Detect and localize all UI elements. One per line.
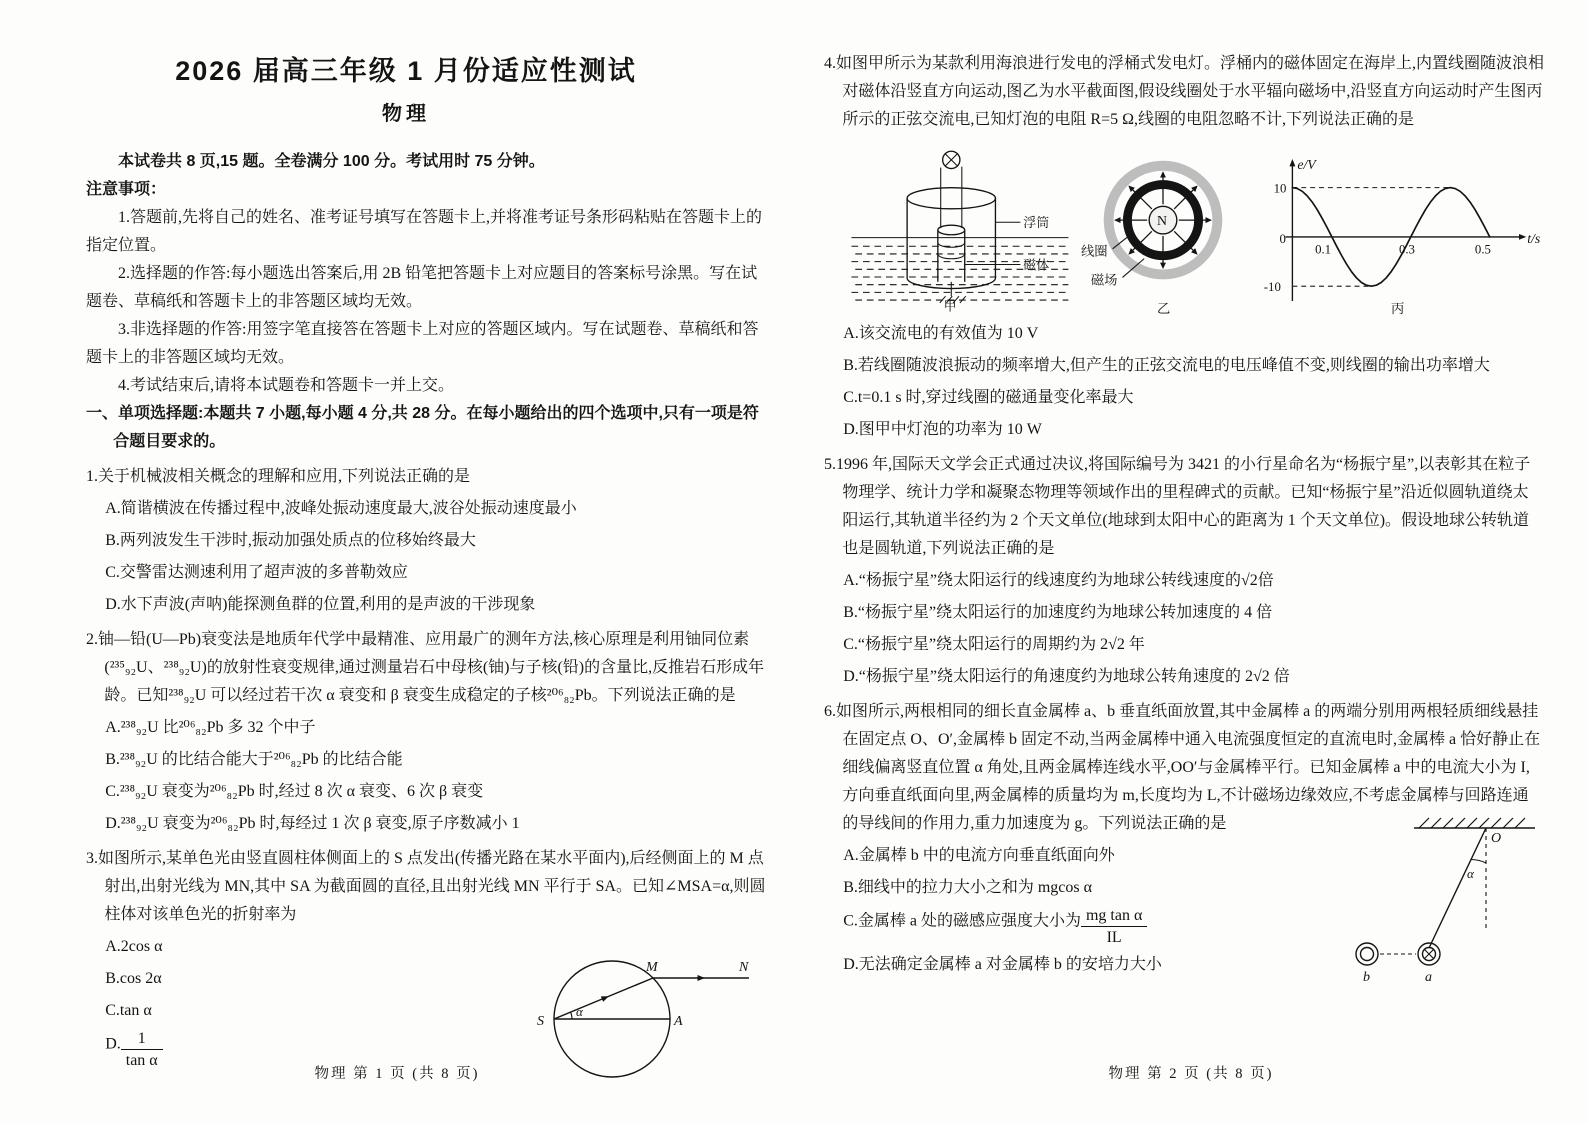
y-axis-label: e/V	[1297, 156, 1316, 172]
fraction-numerator: mg tan α	[1081, 906, 1147, 927]
question-4-stem: 4.如图甲所示为某款利用海浪进行发电的浮桶式发电灯。浮桶内的磁体固定在海岸上,内置线圈随波浪相对磁体沿竖直方向运动,图乙为水平截面图,假设线圈处于水平辐向磁场中,沿竖直方向运动时产生图丙所示的正弦交流电,已知灯泡的电阻 R=5 Ω,线圈的电阻忽略不计,下列说法正确的是	[824, 55, 1545, 128]
question-6-option-a: A.金属棒 b 中的电流方向垂直纸面向外	[843, 847, 1115, 864]
option-c-label: C.金属棒 a 处的磁感应强度大小为	[843, 912, 1081, 930]
question-3-option-b: B.cos 2α	[105, 970, 162, 988]
question-4-figures	[838, 142, 1544, 316]
question-2-option-d: D.²³⁸₉₂U 衰变为²⁰⁶₈₂Pb 时,每经过 1 次 β 衰变,原子序数减小 1	[105, 815, 520, 833]
question-2	[86, 626, 766, 838]
page-1-footer: 物理 第 1 页 (共 8 页)	[314, 1065, 480, 1082]
question-1-option-c: C.交警雷达测速利用了超声波的多普勒效应	[105, 564, 408, 582]
fraction	[1081, 906, 1147, 947]
rod-a-current-in	[1418, 943, 1440, 965]
fraction-denominator: tan α	[125, 1052, 158, 1070]
question-5-option-a: A.“杨振宁星”绕太阳运行的线速度约为地球公转线速度的√2倍	[843, 572, 1274, 589]
label-alpha: α	[1467, 866, 1474, 881]
question-1-option-d: D.水下声波(声呐)能探测鱼群的位置,利用的是声波的干涉现象	[105, 596, 536, 614]
label-alpha: α	[576, 1004, 583, 1020]
fraction-numerator: 1	[121, 1029, 163, 1050]
question-4-option-a: A.该交流电的有效值为 10 V	[843, 325, 1039, 342]
label-float-barrel: 浮筒	[1023, 215, 1050, 231]
question-2-option-a: A.²³⁸₉₂U 比²⁰⁶₈₂Pb 多 32 个中子	[105, 719, 316, 737]
question-6-option-b: B.细线中的拉力大小之和为 mgcos α	[843, 879, 1093, 896]
lamp-icon	[943, 151, 960, 168]
emf-time-graph	[1248, 142, 1544, 316]
question-3-stem: 3.如图所示,某单色光由竖直圆柱体侧面上的 S 点发出(传播光路在某水平面内),后经侧面上的 M 点射出,出射光线为 MN,其中 SA 为截面圆的直径,且出射光线 MN 平行于 SA。已知∠MSA=α,则圆柱体对该单色光的折射率为	[86, 850, 766, 924]
label-bing: 丙	[1391, 300, 1405, 316]
tick-0-1: 0.1	[1315, 242, 1332, 257]
question-6-option-d: D.无法确定金属棒 a 对金属棒 b 的安培力大小	[843, 956, 1162, 974]
option-d-label: D.	[105, 1035, 121, 1053]
notice-item-2: 2.选择题的作答:每小题选出答案后,用 2B 铅笔把答题卡上对应题目的答案标号涂黑。写在试题卷、草稿纸和答题卡上的非答题区域均无效。	[86, 265, 758, 311]
question-6-stem: 6.如图所示,两根相同的细长直金属棒 a、b 垂直纸面放置,其中金属棒 a 的两端分别用两根轻质细线悬挂在固定点 O、O′,金属棒 b 固定不动,当两金属棒中通入电流强度恒定的直流电时,金属棒 a 恰好静止在细线偏离竖直位置 α 角处,且两金属棒连线水平,OO′与金属棒平行。已知金属棒 a 中的电流大小为 I,方向垂直纸面向里,两金属棒的质量均为 m,长度均为 L,不计磁场边缘效应,不考虑金属棒与回路连通的导线间的作用力,重力加速度为 g。下列说法正确的是	[824, 703, 1541, 832]
notice-item-3: 3.非选择题的作答:用签字笔直接答在答题卡上对应的答题区域内。写在试题卷、草稿纸和答题卡上的非答题区域均无效。	[86, 321, 759, 367]
question-3-option-c: C.tan α	[105, 1002, 152, 1020]
angle-arc	[571, 1012, 572, 1019]
label-field: 磁场	[1090, 272, 1118, 288]
label-O: O	[1491, 831, 1502, 846]
rod-b	[1356, 943, 1378, 965]
label-jia: 甲	[943, 298, 957, 314]
tick-0: 0	[1279, 231, 1286, 246]
question-1-option-b: B.两列波发生干涉时,振动加强处质点的位移始终最大	[105, 532, 476, 550]
question-5-stem: 5.1996 年,国际天文学会正式通过决议,将国际编号为 3421 的小行星命名为“杨振宁星”,以表彰其在粒子物理学、统计力学和凝聚态物理等领域作出的里程碑式的贡献。已知“杨振宁星”沿近似圆轨道绕太阳运行,其轨道半径约为 2 个天文单位(地球到太阳中心的距离为 1 个天文单位)。假设地球公转轨道也是圆轨道,下列说法正确的是	[824, 456, 1531, 557]
string	[1429, 828, 1486, 948]
question-1	[86, 463, 766, 619]
tick-0-3: 0.3	[1398, 242, 1415, 257]
subject-title: 物理	[382, 103, 430, 126]
question-1-stem: 1.关于机械波相关概念的理解和应用,下列说法正确的是	[86, 468, 471, 486]
label-M: M	[646, 960, 658, 976]
question-4	[824, 50, 1544, 444]
suspended-rods-svg	[1319, 808, 1544, 986]
question-4-option-b: B.若线圈随波浪振动的频率增大,但产生的正弦交流电的电压峰值不变,则线圈的输出功率增大	[843, 357, 1490, 374]
tick-0-5: 0.5	[1474, 242, 1491, 257]
label-coil: 线圈	[1080, 243, 1108, 259]
magnet	[938, 225, 966, 303]
page-2	[794, 0, 1588, 1123]
exam-info: 本试卷共 8 页,15 题。全卷满分 100 分。考试用时 75 分钟。	[118, 153, 545, 171]
label-A: A	[674, 1014, 683, 1030]
coil-cross-section-diagram	[1079, 142, 1247, 316]
question-1-option-a: A.简谐横波在传播过程中,波峰处振动速度最大,波谷处振动速度最小	[105, 500, 577, 518]
question-5-option-d: D.“杨振宁星”绕太阳运行的角速度约为地球公转角速度的 2√2 倍	[843, 668, 1290, 685]
tick-10: 10	[1273, 181, 1287, 196]
section-1-heading: 一、单项选择题:本题共 7 小题,每小题 4 分,共 28 分。在每小题给出的四个选项中,只有一项是符合题目要求的。	[86, 405, 759, 451]
label-a: a	[1425, 970, 1432, 985]
page-2-footer: 物理 第 2 页 (共 8 页)	[1108, 1065, 1274, 1082]
ray-SM	[554, 978, 653, 1019]
label-S: S	[537, 1014, 544, 1030]
question-5-option-c: C.“杨振宁星”绕太阳运行的周期约为 2√2 年	[843, 636, 1145, 653]
question-4-option-d: D.图甲中灯泡的功率为 10 W	[843, 421, 1042, 438]
suspended-rods-diagram	[1319, 808, 1544, 986]
notice-item-1: 1.答题前,先将自己的姓名、准考证号填写在答题卡上,并将准考证号条形码粘贴在答题卡上的指定位置。	[86, 209, 763, 255]
ceiling	[1414, 818, 1535, 828]
label-magnet: 磁体	[1023, 257, 1050, 273]
label-yi: 乙	[1157, 301, 1171, 316]
x-axis-label: t/s	[1527, 230, 1541, 246]
exam-title: 2026 届高三年级 1 月份适应性测试	[175, 56, 637, 86]
tick-minus-10: -10	[1263, 280, 1281, 295]
label-N: N	[739, 960, 749, 976]
notice-heading: 注意事项：	[86, 181, 167, 199]
question-2-option-c: C.²³⁸₉₂U 衰变为²⁰⁶₈₂Pb 时,经过 8 次 α 衰变、6 次 β 衰变	[105, 783, 484, 801]
fraction-denominator: IL	[1106, 929, 1122, 947]
question-5	[824, 451, 1544, 691]
question-6	[824, 698, 1544, 985]
angle-arc	[1471, 860, 1486, 864]
notice-item-4: 4.考试结束后,请将本试题卷和答题卡一并上交。	[118, 377, 455, 395]
question-5-option-b: B.“杨振宁星”绕太阳运行的加速度约为地球公转加速度的 4 倍	[843, 604, 1273, 621]
label-b: b	[1363, 970, 1370, 985]
question-4-option-c: C.t=0.1 s 时,穿过线圈的磁通量变化率最大	[843, 389, 1134, 406]
question-3-option-a: A.2cos α	[105, 938, 163, 956]
label-N: N	[1157, 213, 1168, 229]
question-2-option-b: B.²³⁸₉₂U 的比结合能大于²⁰⁶₈₂Pb 的比结合能	[105, 751, 403, 769]
question-2-stem: 2.铀—铅(U—Pb)衰变法是地质年代学中最精准、应用最广的测年方法,核心原理是利用铀同位素(²³⁵₉₂U、²³⁸₉₂U)的放射性衰变规律,通过测量岩石中母核(铀)与子核(铅)的含量比,反推岩石形成年龄。已知²³⁸₉₂U 可以经过若干次 α 衰变和 β 衰变生成稳定的子核²⁰⁶₈₂Pb。下列说法正确的是	[86, 631, 765, 705]
buoy-generator-diagram	[838, 142, 1078, 316]
